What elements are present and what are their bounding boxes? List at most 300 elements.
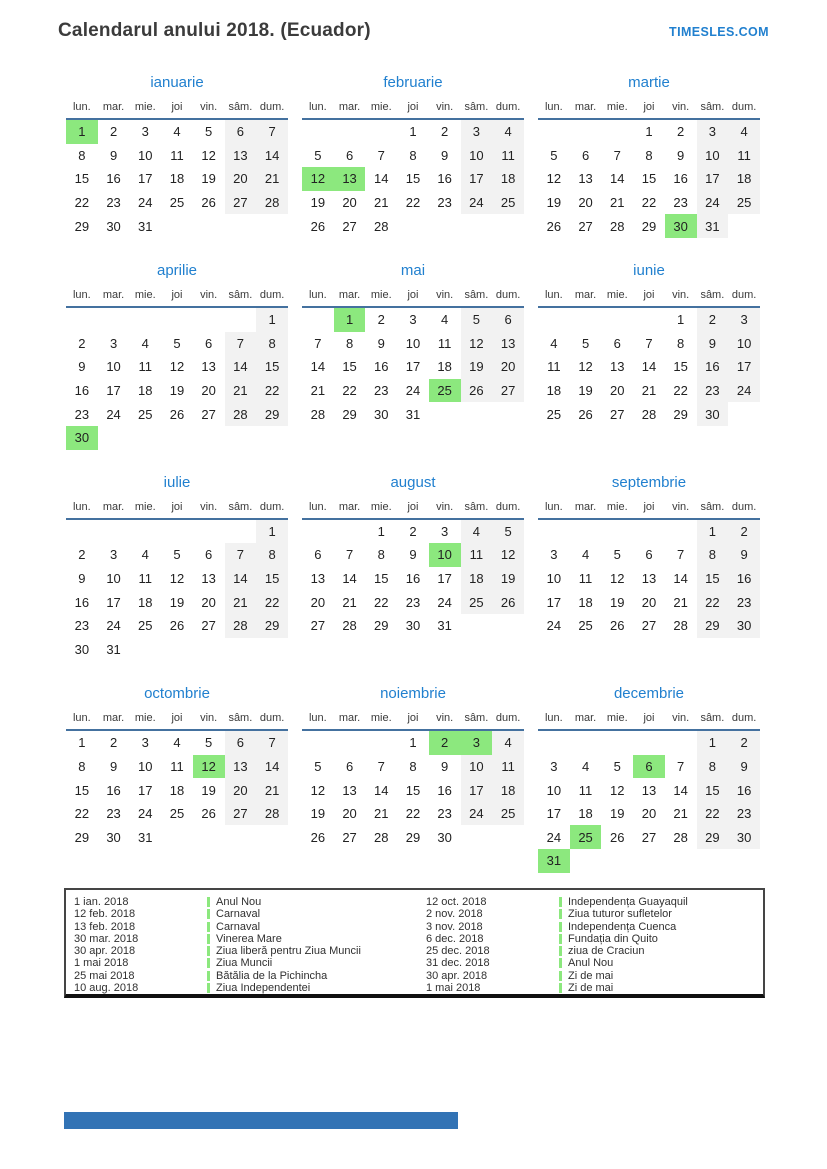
week-row	[538, 332, 760, 356]
day-cell: 9	[377, 335, 385, 351]
day-cell: 4	[141, 547, 149, 563]
day-cell: 5	[461, 307, 493, 332]
empty-cell	[365, 730, 397, 755]
empty-cell	[193, 638, 225, 662]
empty-cell	[570, 119, 602, 144]
day-cell: 15	[405, 782, 421, 798]
day-cell: 17	[405, 359, 421, 375]
weekday-label: mar.	[98, 709, 130, 730]
legend-date: 31 dec. 2018	[426, 957, 490, 970]
day-cell: 17	[138, 782, 153, 798]
week-row	[302, 778, 524, 802]
weekday-label: mar.	[570, 98, 602, 119]
empty-cell	[225, 426, 257, 450]
day-cell: 15	[74, 782, 90, 798]
day-cell: 13	[201, 359, 216, 375]
empty-cell	[193, 214, 225, 238]
day-cell: 29	[74, 829, 90, 845]
day-cell: 15	[405, 171, 421, 187]
day-cell: 7	[225, 332, 257, 356]
week-row	[66, 214, 288, 238]
holiday-marker-bar	[207, 971, 210, 981]
day-cell: 1	[409, 735, 417, 751]
week-row	[538, 119, 760, 144]
day-cell: 22	[256, 590, 288, 614]
day-cell: 13	[225, 144, 257, 168]
empty-cell	[129, 426, 161, 450]
week-row	[302, 332, 524, 356]
day-cell: 26	[546, 218, 562, 234]
weekday-row	[66, 498, 288, 519]
day-cell: 17	[106, 383, 121, 399]
day-cell: 8	[256, 543, 288, 567]
day-cell: 27	[492, 379, 524, 403]
day-cell: 9	[78, 359, 86, 375]
day-cell: 24	[461, 802, 493, 826]
day-cell: 2	[109, 124, 118, 140]
day-cell: 10	[429, 543, 461, 567]
empty-cell	[728, 849, 760, 873]
empty-cell	[570, 307, 602, 332]
day-cell: 3	[141, 124, 149, 140]
day-cell: 4	[581, 547, 590, 563]
weekday-label: mie.	[365, 709, 397, 730]
day-cell: 20	[225, 778, 257, 802]
weekday-row	[538, 498, 760, 519]
day-cell: 17	[106, 594, 121, 610]
day-cell: 11	[138, 571, 152, 587]
legend-entry	[559, 970, 613, 982]
day-cell: 31	[538, 849, 570, 873]
empty-cell	[633, 730, 665, 755]
weekday-label: lun.	[538, 286, 570, 307]
day-cell: 4	[492, 730, 524, 755]
legend-entry	[559, 933, 658, 945]
day-cell: 1	[256, 519, 288, 544]
day-cell: 2	[728, 519, 760, 544]
day-cell: 2	[78, 335, 86, 351]
weekday-label: sâm.	[697, 98, 729, 119]
week-row	[66, 638, 288, 662]
day-cell: 7	[314, 335, 322, 351]
week-row	[302, 567, 524, 591]
day-cell: 9	[728, 755, 760, 779]
month-name: aprilie	[156, 261, 198, 279]
day-cell: 17	[461, 778, 493, 802]
legend-row	[426, 945, 763, 957]
week-row	[538, 191, 760, 215]
weekday-label: sâm.	[461, 98, 493, 119]
week-row	[66, 519, 288, 544]
day-cell: 28	[225, 614, 257, 638]
weekday-label: joi	[633, 709, 665, 730]
weekday-label: dum.	[728, 98, 760, 119]
day-cell: 31	[437, 618, 452, 634]
day-cell: 25	[492, 191, 524, 215]
day-cell: 10	[461, 144, 493, 168]
day-cell: 6	[225, 119, 257, 144]
empty-cell	[225, 214, 257, 238]
day-cell: 24	[728, 379, 760, 403]
day-cell: 12	[193, 755, 225, 779]
day-cell: 3	[441, 523, 449, 539]
day-cell: 31	[138, 829, 153, 845]
day-cell: 23	[106, 806, 121, 822]
day-cell: 30	[728, 614, 760, 638]
day-cell: 28	[374, 829, 389, 845]
empty-cell	[461, 214, 493, 238]
day-cell: 9	[109, 147, 118, 163]
legend-date: 10 aug. 2018	[74, 981, 139, 994]
weekday-row	[538, 286, 760, 307]
day-cell: 13	[641, 782, 657, 798]
empty-cell	[161, 638, 193, 662]
legend-entry	[207, 970, 327, 982]
day-cell: 19	[169, 594, 185, 610]
day-cell: 23	[728, 590, 760, 614]
legend-row	[74, 933, 426, 945]
day-cell: 26	[169, 618, 185, 634]
legend-date: 6 dec. 2018	[426, 932, 484, 945]
day-cell: 12	[492, 543, 524, 567]
legend-row	[426, 982, 763, 994]
day-cell: 13	[201, 571, 216, 587]
legend-holiday-name: Carnaval	[216, 920, 261, 933]
day-cell: 22	[697, 802, 729, 826]
week-row	[66, 167, 288, 191]
legend-column-2	[426, 896, 763, 994]
weekday-row	[302, 709, 524, 730]
week-row	[302, 167, 524, 191]
day-cell: 9	[697, 332, 729, 356]
day-cell: 1	[256, 307, 288, 332]
month-table	[538, 709, 760, 873]
day-cell: 2	[429, 730, 461, 755]
day-cell: 5	[173, 547, 181, 563]
weekday-label: lun.	[66, 286, 98, 307]
day-cell: 14	[641, 359, 657, 375]
day-cell: 18	[578, 806, 593, 822]
empty-cell	[161, 519, 193, 544]
empty-cell	[461, 614, 493, 638]
day-cell: 27	[310, 618, 326, 634]
site-link[interactable]: TIMESLES.COM	[669, 25, 769, 39]
month-name: iunie	[633, 261, 665, 279]
day-cell: 29	[342, 406, 357, 422]
holiday-marker-bar	[559, 971, 562, 981]
legend-holiday-name: Anul Nou	[216, 896, 262, 909]
empty-cell	[461, 402, 493, 426]
day-cell: 19	[310, 195, 326, 211]
month-name: iulie	[163, 473, 191, 491]
weekday-label: vin.	[429, 286, 461, 307]
day-cell: 5	[314, 758, 322, 774]
day-cell: 12	[169, 359, 185, 375]
day-cell: 17	[728, 355, 760, 379]
weekday-label: lun.	[302, 709, 334, 730]
day-cell: 14	[342, 571, 357, 587]
legend-row	[74, 970, 426, 982]
day-cell: 17	[546, 594, 562, 610]
day-cell: 25	[138, 618, 153, 634]
weekday-label: mar.	[334, 286, 366, 307]
weekday-label: mie.	[129, 98, 161, 119]
day-cell: 23	[374, 383, 389, 399]
day-cell: 27	[225, 191, 257, 215]
legend-date: 25 mai 2018	[74, 969, 135, 982]
day-cell: 27	[610, 406, 625, 422]
weekday-label: joi	[397, 286, 429, 307]
month-table	[66, 498, 288, 662]
weekday-label: dum.	[728, 709, 760, 730]
weekday-label: mar.	[98, 498, 130, 519]
day-cell: 15	[256, 567, 288, 591]
day-cell: 13	[225, 755, 257, 779]
day-cell: 10	[546, 571, 562, 587]
day-cell: 26	[461, 379, 493, 403]
weekday-label: lun.	[66, 98, 98, 119]
day-cell: 3	[461, 730, 493, 755]
day-cell: 27	[201, 406, 216, 422]
day-cell: 16	[106, 782, 121, 798]
day-cell: 31	[138, 218, 153, 234]
day-cell: 16	[437, 171, 452, 187]
day-cell: 19	[578, 383, 593, 399]
empty-cell	[461, 825, 493, 849]
day-cell: 9	[78, 571, 86, 587]
day-cell: 15	[342, 359, 357, 375]
weekday-label: dum.	[728, 286, 760, 307]
weekday-label: sâm.	[697, 709, 729, 730]
day-cell: 13	[334, 167, 366, 191]
month-calendar	[302, 473, 524, 638]
day-cell: 28	[610, 218, 625, 234]
empty-cell	[161, 825, 193, 849]
empty-cell	[98, 426, 130, 450]
day-cell: 12	[201, 147, 216, 163]
day-cell: 15	[374, 571, 389, 587]
week-row	[538, 543, 760, 567]
day-cell: 13	[310, 571, 326, 587]
month-calendar	[538, 261, 760, 426]
month-name: februarie	[383, 74, 443, 91]
day-cell: 7	[225, 543, 257, 567]
day-cell: 9	[409, 547, 417, 563]
weekday-label: dum.	[256, 709, 288, 730]
day-cell: 14	[256, 755, 288, 779]
day-cell: 22	[374, 594, 389, 610]
day-cell: 8	[256, 332, 288, 356]
day-cell: 27	[342, 829, 357, 845]
empty-cell	[302, 519, 334, 544]
day-cell: 20	[310, 594, 326, 610]
day-cell: 18	[546, 383, 562, 399]
day-cell: 12	[461, 332, 493, 356]
day-cell: 2	[677, 124, 685, 140]
legend-row	[74, 945, 426, 957]
day-cell: 31	[405, 406, 421, 422]
day-cell: 9	[728, 543, 760, 567]
day-cell: 8	[645, 147, 653, 163]
day-cell: 19	[169, 383, 185, 399]
month-calendar	[66, 73, 288, 238]
legend-entry	[559, 908, 672, 920]
day-cell: 25	[138, 406, 153, 422]
weekday-label: mie.	[365, 98, 397, 119]
day-cell: 10	[106, 359, 121, 375]
day-cell: 2	[109, 735, 118, 751]
day-cell: 10	[405, 335, 421, 351]
day-cell: 20	[641, 594, 657, 610]
day-cell: 22	[697, 590, 729, 614]
month-name: august	[390, 473, 436, 491]
day-cell: 19	[492, 567, 524, 591]
weekday-label: mar.	[98, 98, 130, 119]
weekday-row	[302, 498, 524, 519]
week-row	[302, 355, 524, 379]
day-cell: 5	[550, 147, 558, 163]
weekday-label: dum.	[256, 98, 288, 119]
month-calendar	[66, 684, 288, 849]
day-cell: 4	[461, 519, 493, 544]
day-cell: 13	[641, 571, 657, 587]
day-cell: 14	[673, 782, 688, 798]
weekday-label: dum.	[492, 709, 524, 730]
legend-holiday-name: Zi de mai	[568, 981, 614, 994]
empty-cell	[601, 119, 633, 144]
holiday-marker-bar	[559, 909, 562, 919]
week-row	[66, 778, 288, 802]
legend-holiday-name: Independența Guayaquil	[568, 896, 688, 909]
weekday-label: mie.	[129, 498, 161, 519]
day-cell: 7	[377, 758, 385, 774]
legend-entry	[559, 957, 613, 969]
empty-cell	[193, 426, 225, 450]
weekday-label: sâm.	[225, 286, 257, 307]
month-calendar	[302, 261, 524, 426]
weekday-label: joi	[397, 709, 429, 730]
day-cell: 11	[138, 359, 152, 375]
weekday-label: joi	[397, 98, 429, 119]
empty-cell	[633, 519, 665, 544]
empty-cell	[225, 519, 257, 544]
day-cell: 30	[374, 406, 389, 422]
day-cell: 18	[138, 594, 153, 610]
empty-cell	[161, 426, 193, 450]
day-cell: 5	[205, 124, 213, 140]
day-cell: 19	[610, 594, 625, 610]
day-cell: 3	[141, 735, 149, 751]
month-table	[302, 709, 524, 849]
weekday-label: lun.	[66, 498, 98, 519]
day-cell: 24	[405, 383, 421, 399]
week-row	[66, 426, 288, 450]
week-row	[538, 567, 760, 591]
day-cell: 16	[728, 567, 760, 591]
month-calendar	[538, 73, 760, 238]
weekday-row	[66, 98, 288, 119]
day-cell: 7	[677, 547, 685, 563]
month-table	[302, 498, 524, 638]
day-cell: 10	[697, 144, 729, 168]
day-cell: 30	[697, 402, 729, 426]
day-cell: 16	[74, 594, 90, 610]
empty-cell	[538, 119, 570, 144]
empty-cell	[334, 730, 366, 755]
day-cell: 23	[74, 406, 90, 422]
day-cell: 14	[225, 355, 257, 379]
day-cell: 15	[641, 171, 657, 187]
day-cell: 11	[492, 755, 524, 779]
week-row	[66, 191, 288, 215]
week-row	[66, 755, 288, 779]
week-row	[302, 614, 524, 638]
legend-date: 1 mai 2018	[74, 957, 129, 970]
day-cell: 29	[256, 614, 288, 638]
day-cell: 21	[342, 594, 357, 610]
weekday-label: sâm.	[461, 498, 493, 519]
holiday-marker-bar	[207, 958, 210, 968]
legend-holiday-name: Zi de mai	[568, 969, 614, 982]
legend-row	[426, 957, 763, 969]
day-cell: 5	[173, 335, 181, 351]
day-cell: 10	[106, 571, 121, 587]
empty-cell	[193, 307, 225, 332]
day-cell: 7	[613, 147, 621, 163]
empty-cell	[302, 307, 334, 332]
day-cell: 4	[728, 119, 760, 144]
day-cell: 21	[673, 594, 688, 610]
day-cell: 4	[550, 335, 558, 351]
weekday-label: dum.	[492, 286, 524, 307]
day-cell: 22	[74, 195, 90, 211]
day-cell: 13	[610, 359, 625, 375]
weekday-label: dum.	[256, 498, 288, 519]
week-row	[302, 730, 524, 755]
week-row	[538, 755, 760, 779]
empty-cell	[633, 307, 665, 332]
day-cell: 28	[310, 406, 326, 422]
day-cell: 3	[697, 119, 729, 144]
weekday-label: mie.	[129, 286, 161, 307]
day-cell: 16	[74, 383, 90, 399]
day-cell: 23	[74, 618, 90, 634]
day-cell: 1	[645, 124, 653, 140]
empty-cell	[601, 519, 633, 544]
weekday-label: vin.	[429, 498, 461, 519]
day-cell: 17	[138, 171, 153, 187]
day-cell: 25	[728, 191, 760, 215]
day-cell: 22	[641, 195, 657, 211]
day-cell: 16	[673, 171, 688, 187]
day-cell: 5	[581, 335, 590, 351]
day-cell: 21	[225, 590, 257, 614]
weekday-label: vin.	[193, 498, 225, 519]
day-cell: 6	[345, 758, 354, 774]
day-cell: 27	[641, 618, 657, 634]
day-cell: 23	[673, 195, 688, 211]
holiday-marker-bar	[559, 934, 562, 944]
day-cell: 11	[547, 359, 561, 375]
weekday-label: joi	[397, 498, 429, 519]
day-cell: 23	[728, 802, 760, 826]
weekday-row	[66, 709, 288, 730]
week-row	[538, 825, 760, 849]
empty-cell	[334, 119, 366, 144]
day-cell: 6	[645, 547, 653, 563]
legend-holiday-name: Ziua liberă pentru Ziua Muncii	[216, 945, 361, 958]
day-cell: 21	[673, 806, 688, 822]
